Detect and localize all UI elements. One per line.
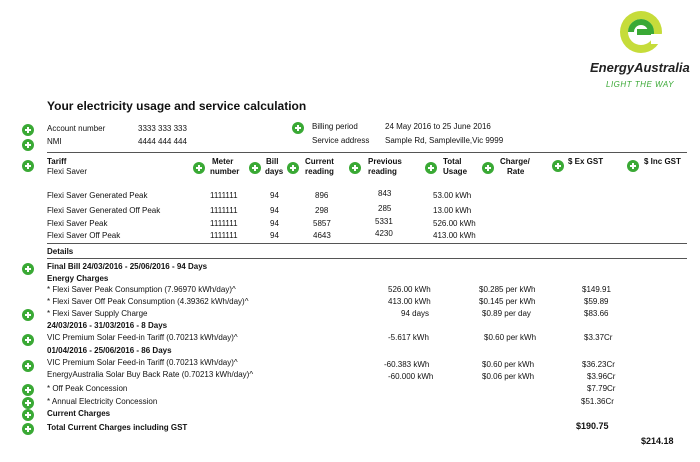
expand-icon[interactable] bbox=[349, 162, 361, 174]
header-meter: Meter bbox=[212, 157, 234, 166]
charge-qty: -60.383 kWh bbox=[384, 360, 430, 369]
energyaustralia-logo-icon bbox=[617, 8, 665, 56]
account-number: 3333 333 333 bbox=[138, 124, 187, 133]
row-current: 896 bbox=[315, 191, 329, 200]
concession-ex-gst: $7.79Cr bbox=[587, 384, 616, 393]
brand-tagline: LIGHT THE WAY bbox=[606, 80, 674, 89]
concession-desc: * Off Peak Concession bbox=[47, 384, 128, 393]
charge-ex-gst: $149.91 bbox=[582, 285, 611, 294]
row-meter: 1111111 bbox=[210, 231, 238, 240]
divider bbox=[47, 258, 687, 259]
nmi-label: NMI bbox=[47, 137, 62, 146]
expand-icon[interactable] bbox=[249, 162, 261, 174]
row-days: 94 bbox=[270, 191, 279, 200]
header-charge-sub: Rate bbox=[507, 167, 525, 176]
charge-rate: $0.89 per day bbox=[482, 309, 531, 318]
row-days: 94 bbox=[270, 206, 279, 215]
expand-icon[interactable] bbox=[425, 162, 437, 174]
page-title: Your electricity usage and service calculation bbox=[47, 99, 307, 113]
expand-icon[interactable] bbox=[627, 160, 639, 172]
row-previous: 4230 bbox=[375, 229, 393, 238]
charge-ex-gst: $3.37Cr bbox=[584, 333, 613, 342]
header-bill: Bill bbox=[266, 157, 279, 166]
charge-desc: EnergyAustralia Solar Buy Back Rate (0.70213 kWh/day)^ bbox=[47, 370, 254, 379]
expand-icon[interactable] bbox=[22, 124, 34, 136]
expand-icon[interactable] bbox=[22, 423, 34, 435]
row-tariff: Flexi Saver Peak bbox=[47, 219, 108, 228]
charge-rate: $0.285 per kWh bbox=[479, 285, 536, 294]
header-total: Total bbox=[443, 157, 462, 166]
charge-qty: -5.617 kWh bbox=[388, 333, 429, 342]
charge-qty: 94 days bbox=[401, 309, 430, 318]
nmi-value: 4444 444 444 bbox=[138, 137, 187, 146]
header-bill-sub: days bbox=[265, 167, 284, 176]
charge-desc: * Flexi Saver Supply Charge bbox=[47, 309, 148, 318]
header-previous: Previous bbox=[368, 157, 402, 166]
expand-icon[interactable] bbox=[482, 162, 494, 174]
total-label: Total Current Charges including GST bbox=[47, 423, 188, 432]
row-meter: 1111111 bbox=[210, 191, 238, 200]
final-bill-heading: Final Bill 24/03/2016 - 25/06/2016 - 94 Days bbox=[47, 262, 208, 271]
header-inc-gst: $ Inc GST bbox=[644, 157, 681, 166]
row-meter: 1111111 bbox=[210, 219, 238, 228]
expand-icon[interactable] bbox=[22, 384, 34, 396]
concession-ex-gst: $51.36Cr bbox=[581, 397, 614, 406]
divider bbox=[47, 243, 687, 244]
header-meter-sub: number bbox=[210, 167, 240, 176]
header-ex-gst: $ Ex GST bbox=[568, 157, 604, 166]
service-address: Sample Rd, Sampleville,Vic 9999 bbox=[385, 136, 504, 145]
charge-ex-gst: $83.66 bbox=[584, 309, 609, 318]
billing-period: 24 May 2016 to 25 June 2016 bbox=[385, 122, 491, 131]
expand-icon[interactable] bbox=[22, 334, 34, 346]
expand-icon[interactable] bbox=[22, 360, 34, 372]
row-tariff: Flexi Saver Generated Off Peak bbox=[47, 206, 161, 215]
header-current-sub: reading bbox=[305, 167, 334, 176]
billing-period-label: Billing period bbox=[312, 122, 358, 131]
expand-icon[interactable] bbox=[22, 397, 34, 409]
row-days: 94 bbox=[270, 231, 279, 240]
divider bbox=[47, 152, 687, 153]
row-previous: 5331 bbox=[375, 217, 393, 226]
row-previous: 843 bbox=[378, 189, 392, 198]
charge-desc: * Flexi Saver Peak Consumption (7.96970 kWh/day)^ bbox=[47, 285, 236, 294]
charge-rate: $0.06 per kWh bbox=[482, 372, 535, 381]
total-inc-gst: $214.18 bbox=[641, 436, 674, 446]
charge-desc: VIC Premium Solar Feed-in Tariff (0.70213 kWh/day)^ bbox=[47, 358, 238, 367]
period-heading: 01/04/2016 - 25/06/2016 - 86 Days bbox=[47, 346, 172, 355]
header-current: Current bbox=[305, 157, 334, 166]
header-total-sub: Usage bbox=[443, 167, 468, 176]
header-previous-sub: reading bbox=[368, 167, 397, 176]
charge-rate: $0.145 per kWh bbox=[479, 297, 536, 306]
row-usage: 413.00 kWh bbox=[433, 231, 476, 240]
row-current: 298 bbox=[315, 206, 329, 215]
expand-icon[interactable] bbox=[193, 162, 205, 174]
charge-qty: 413.00 kWh bbox=[388, 297, 431, 306]
row-tariff: Flexi Saver Off Peak bbox=[47, 231, 121, 240]
account-number-label: Account number bbox=[47, 124, 106, 133]
header-charge: Charge/ bbox=[500, 157, 530, 166]
expand-icon[interactable] bbox=[287, 162, 299, 174]
row-usage: 13.00 kWh bbox=[433, 206, 472, 215]
row-usage: 526.00 kWh bbox=[433, 219, 476, 228]
expand-icon[interactable] bbox=[22, 160, 34, 172]
current-charges-heading: Current Charges bbox=[47, 409, 111, 418]
expand-icon[interactable] bbox=[22, 309, 34, 321]
charge-ex-gst: $36.23Cr bbox=[582, 360, 615, 369]
total-ex-gst: $190.75 bbox=[576, 421, 609, 431]
expand-icon[interactable] bbox=[292, 122, 304, 134]
expand-icon[interactable] bbox=[22, 139, 34, 151]
charge-desc: VIC Premium Solar Feed-in Tariff (0.70213 kWh/day)^ bbox=[47, 333, 238, 342]
expand-icon[interactable] bbox=[552, 160, 564, 172]
period-heading: 24/03/2016 - 31/03/2016 - 8 Days bbox=[47, 321, 168, 330]
details-label: Details bbox=[47, 247, 74, 256]
header-tariff-sub: Flexi Saver bbox=[47, 167, 88, 176]
charge-ex-gst: $59.89 bbox=[584, 297, 609, 306]
expand-icon[interactable] bbox=[22, 409, 34, 421]
row-usage: 53.00 kWh bbox=[433, 191, 472, 200]
charge-rate: $0.60 per kWh bbox=[484, 333, 537, 342]
energy-charges-heading: Energy Charges bbox=[47, 274, 109, 283]
charge-rate: $0.60 per kWh bbox=[482, 360, 535, 369]
row-current: 5857 bbox=[313, 219, 331, 228]
row-previous: 285 bbox=[378, 204, 392, 213]
brand-name: EnergyAustralia bbox=[590, 60, 690, 75]
charge-qty: -60.000 kWh bbox=[388, 372, 434, 381]
expand-icon[interactable] bbox=[22, 263, 34, 275]
header-tariff: Tariff bbox=[47, 157, 67, 166]
charge-ex-gst: $3.96Cr bbox=[587, 372, 616, 381]
charge-desc: * Flexi Saver Off Peak Consumption (4.39362 kWh/day)^ bbox=[47, 297, 249, 306]
row-current: 4643 bbox=[313, 231, 331, 240]
row-meter: 1111111 bbox=[210, 206, 238, 215]
concession-desc: * Annual Electricity Concession bbox=[47, 397, 158, 406]
row-days: 94 bbox=[270, 219, 279, 228]
charge-qty: 526.00 kWh bbox=[388, 285, 431, 294]
service-address-label: Service address bbox=[312, 136, 370, 145]
row-tariff: Flexi Saver Generated Peak bbox=[47, 191, 148, 200]
